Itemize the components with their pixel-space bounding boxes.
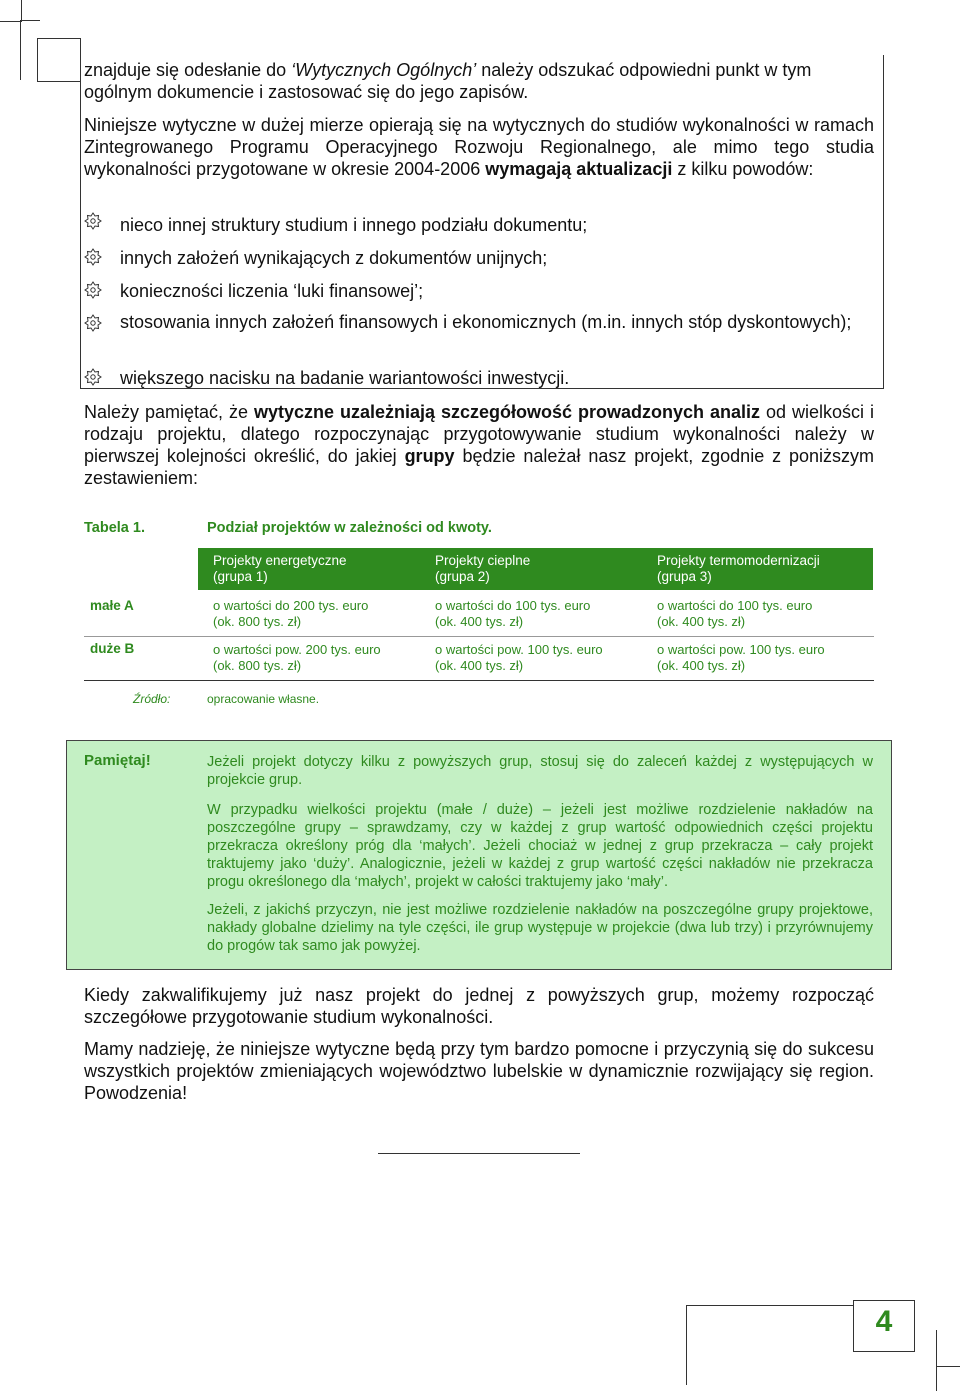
table-cell: o wartości pow. 100 tys. euro (ok. 400 tys. zł) — [435, 642, 603, 673]
table-row-label: duże B — [90, 641, 135, 656]
gear-bullet-icon — [84, 314, 102, 332]
table-label: Tabela 1. — [84, 520, 145, 536]
reminder-paragraph: Jeżeli projekt dotyczy kilku z powyższych grup, stosuj się do zaleceń każdej z występujących w projekcie grup. — [207, 754, 873, 788]
left-frame-line — [20, 20, 21, 80]
intro-text-pre: znajduje się odesłanie do — [84, 60, 292, 80]
table-cell: o wartości pow. 100 tys. euro (ok. 400 tys. zł) — [657, 642, 825, 673]
corner-square-bottom — [936, 1366, 960, 1391]
page-number: 4 — [875, 1305, 893, 1338]
table-cell: o wartości do 100 tys. euro (ok. 400 tys. zł) — [657, 598, 813, 629]
table-source-label: Źródło: — [133, 692, 171, 706]
groups-paragraph — [84, 401, 874, 489]
table-bottom-rule — [84, 680, 874, 681]
reminder-paragraph: W przypadku wielkości projektu (małe / duże) – jeżeli jest możliwe rozdzielenie nakładów na poszczególne grupy – sprawdzamy, czy w każdej z grup wartość odpowiednich części projektu przekracza określony próg dla ‘małych’. Jeżeli chociaż w jednej z grup przekracza – cały projekt traktujemy jako ‘duży’. Analogicznie, jeżeli w każdej z grup wartość części nakładów nie przekracza progu określonego dla ‘małych’, projekt w całości traktujemy jako ‘mały’. — [207, 802, 873, 890]
groups-text-bold-2: grupy — [404, 446, 455, 466]
groups-text-1: Należy pamiętać, że — [84, 402, 254, 422]
reminder-paragraph: Jeżeli, z jakichś przyczyn, nie jest możliwe rozdzielenie nakładów na poszczególne grupy projektowe, nakłady globalne dzielimy na tyle części, ile grup występuje w projekcie (dwa lub trzy) i przyrównujemy do progów tak samo jak powyżej. — [207, 902, 873, 954]
box-text-post: z kilku powodów: — [672, 159, 814, 179]
table-cell: o wartości pow. 200 tys. euro (ok. 800 tys. zł) — [213, 642, 381, 673]
table-row-divider — [84, 636, 874, 637]
corner-square-inner — [37, 38, 81, 82]
reminder-title: Pamiętaj! — [84, 752, 151, 769]
groups-text-3: będzie należał nasz projekt, zgodnie z poniższym zestawieniem: — [84, 446, 875, 488]
box-paragraph — [84, 114, 874, 180]
gear-bullet-icon — [84, 212, 102, 230]
box-text-pre: Niniejsze wytyczne w dużej mierze opierają się na wytycznych do studiów wykonalności w ramach Zintegrowanego Programu Operacyjnego Rozwoju Regionalnego, ale mimo tego studia wykonalności przygotowane w okresie 2004-2006 — [84, 115, 874, 179]
table-source-value: opracowanie własne. — [207, 692, 320, 706]
intro-text-italic: ‘Wytycznych Ogólnych’ — [291, 60, 477, 80]
bullet-item: stosowania innych założeń finansowych i ekonomicznych (m.in. innych stóp dyskontowych); — [120, 312, 852, 332]
table-caption: Podział projektów w zależności od kwoty. — [207, 520, 492, 536]
table-cell: o wartości do 200 tys. euro (ok. 800 tys. zł) — [213, 598, 369, 629]
bullet-item: konieczności liczenia ‘luki finansowej’; — [120, 281, 424, 301]
groups-text-2: od wielkości i rodzaju projektu, dlatego rozpoczynając przygotowywanie studium wykonalności należy w pierwszej kolejności określić, do jakiej — [84, 402, 874, 466]
gear-bullet-icon — [84, 281, 102, 299]
gear-bullet-icon — [84, 248, 102, 266]
table-row-label: małe A — [90, 598, 134, 613]
gear-bullet-icon — [84, 368, 102, 386]
corner-square-outer — [0, 0, 22, 22]
footer-frame-vline — [686, 1305, 687, 1385]
closing-paragraph: Mamy nadzieję, że niniejsze wytyczne będą przy tym bardzo pomocne i przyczynią się do sukcesu wszystkich projektów zmieniających województwo lubelskie w dynamicznie rozwijający się region. Powodzenia! — [84, 1039, 874, 1103]
top-frame-line — [20, 20, 40, 21]
end-rule — [378, 1153, 580, 1154]
bullet-item: nieco innej struktury studium i innego podziału dokumentu; — [120, 215, 588, 235]
closing-paragraph: Kiedy zakwalifikujemy już nasz projekt do jednej z powyższych grup, możemy rozpocząć szczegółowe przygotowanie studium wykonalności. — [84, 985, 874, 1027]
table-header-cell: Projekty termomodernizacji (grupa 3) — [657, 553, 820, 584]
intro-text-post: należy odszukać odpowiedni punkt w tym ogólnym dokumencie i zastosować się do jego zapisów. — [84, 60, 812, 102]
table-cell: o wartości do 100 tys. euro (ok. 400 tys. zł) — [435, 598, 591, 629]
right-frame-line — [936, 1330, 937, 1366]
footer-frame-hline — [686, 1305, 853, 1306]
table-header-cell: Projekty cieplne (grupa 2) — [435, 553, 531, 584]
table-header-cell: Projekty energetyczne (grupa 1) — [213, 553, 347, 584]
table-header — [198, 548, 873, 590]
bullet-item: innych założeń wynikających z dokumentów unijnych; — [120, 248, 548, 268]
groups-text-bold-1: wytyczne uzależniają szczegółowość prowadzonych analiz — [254, 402, 761, 422]
bullet-item: większego nacisku na badanie wariantowości inwestycji. — [120, 368, 570, 388]
box-text-bold: wymagają aktualizacji — [485, 159, 673, 179]
